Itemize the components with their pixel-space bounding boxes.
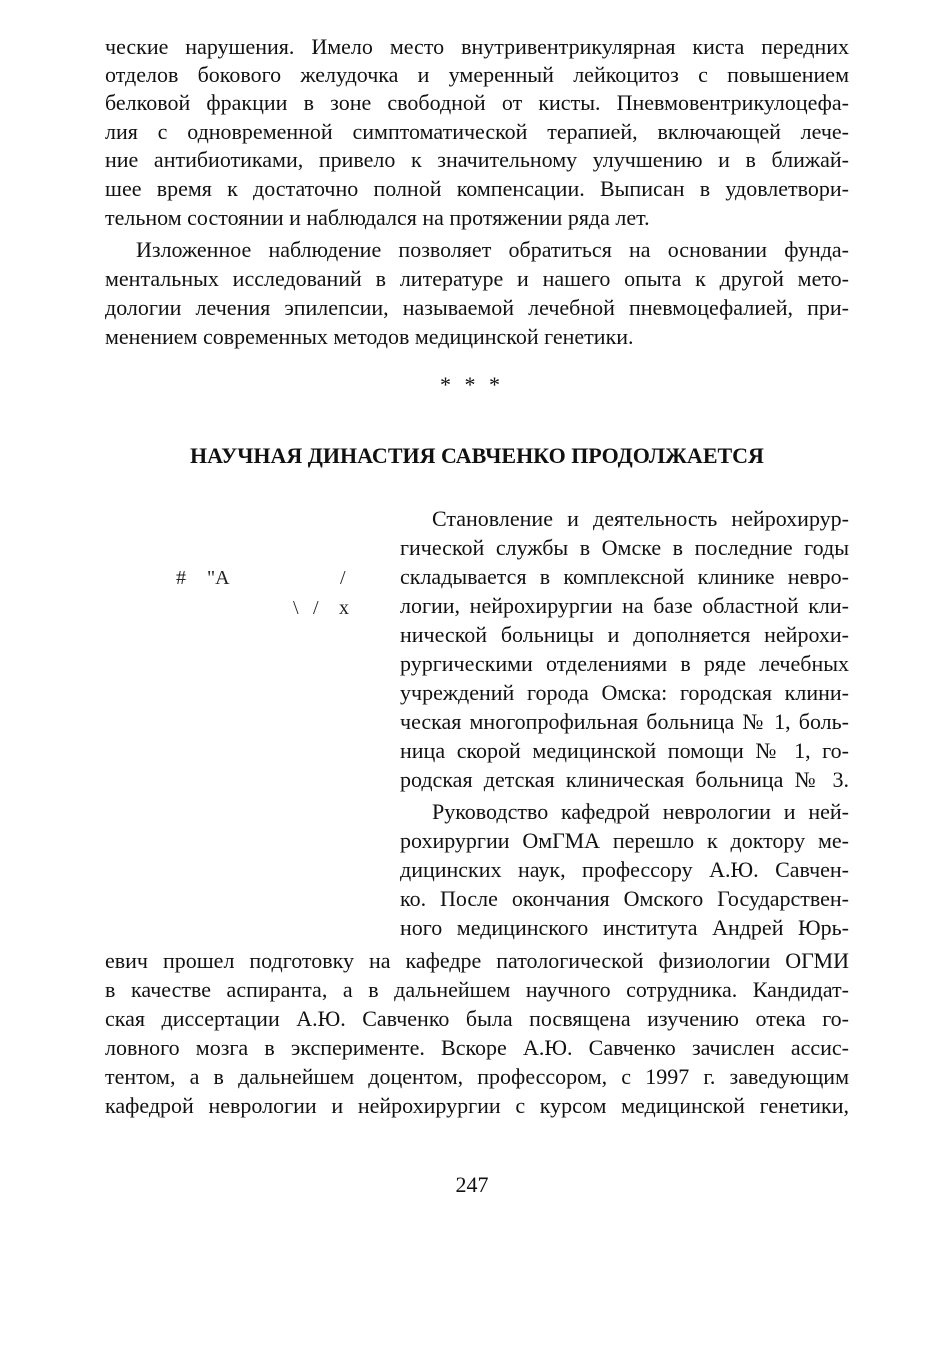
paragraph3-line-10: родская детская клиническая больница № 3. <box>400 767 849 792</box>
paragraph3-line-2: гической службы в Омске в последние годы <box>400 535 849 560</box>
section-heading: НАУЧНАЯ ДИНАСТИЯ САВЧЕНКО ПРОДОЛЖАЕТСЯ <box>190 443 764 468</box>
paragraph2-line-3: дологии лечения эпилепсии, называемой лечебной пневмоцефалией, при- <box>105 295 849 320</box>
paragraph4-line-6: евич прошел подготовку на кафедре патологической физиологии ОГМИ <box>105 948 849 973</box>
paragraph3-line-6: рургическими отделениями в ряде лечебных <box>400 651 849 676</box>
paragraph2-line-2: ментальных исследований в литературе и нашего опыта к другой мето- <box>105 266 849 291</box>
paragraph1-line-6: шее время к достаточно полной компенсации. Выписан в удовлетвори- <box>105 176 849 201</box>
paragraph2-line-1: Изложенное наблюдение позволяет обратиться на основании фунда- <box>136 237 849 262</box>
paragraph4-line-5: ного медицинского института Андрей Юрь- <box>400 915 849 940</box>
paragraph1-line-4: лия с одновременной симптоматической терапией, включающей лече- <box>105 119 849 144</box>
paragraph4-line-2: рохирургии ОмГМА перешло к доктору ме- <box>400 828 849 853</box>
paragraph4-line-1: Руководство кафедрой неврологии и ней- <box>432 799 849 824</box>
section-separator: * * * <box>440 372 504 397</box>
photo-artifact-hash: # <box>176 567 186 589</box>
paragraph4-line-10: тентом, а в дальнейшем доцентом, профессором, с 1997 г. заведующим <box>105 1064 849 1089</box>
paragraph4-line-4: ко. После окончания Омского Государствен- <box>400 886 849 911</box>
photo-artifact-slash: / <box>340 567 346 589</box>
paragraph4-line-7: в качестве аспиранта, а в дальнейшем научного сотрудника. Кандидат- <box>105 977 849 1002</box>
paragraph1-line-3: белковой фракции в зоне свободной от кисты. Пневмовентрикулоцефа- <box>105 90 849 115</box>
paragraph3-line-9: ница скорой медицинской помощи № 1, го- <box>400 738 849 763</box>
paragraph4-line-9: ловного мозга в эксперименте. Вскоре А.Ю. Савченко зачислен ассис- <box>105 1035 849 1060</box>
photo-artifact-slash-2: / <box>313 597 319 619</box>
paragraph2-line-4: менением современных методов медицинской генетики. <box>105 324 634 349</box>
photo-artifact-a: "А <box>207 567 230 589</box>
paragraph3-line-5: нической больницы и дополняется нейрохи- <box>400 622 849 647</box>
paragraph1-line-1: ческие нарушения. Имело место внутривентрикулярная киста передних <box>105 34 849 59</box>
paragraph1-line-5: ние антибиотиками, привело к значительному улучшению и в ближай- <box>105 147 849 172</box>
paragraph3-line-1: Становление и деятельность нейрохирур- <box>432 506 849 531</box>
paragraph3-line-3: складывается в комплексной клинике невро- <box>400 564 849 589</box>
page-number: 247 <box>455 1172 489 1197</box>
paragraph1-line-7: тельном состоянии и наблюдался на протяжении ряда лет. <box>105 205 650 230</box>
paragraph1-line-2: отделов бокового желудочка и умеренный лейкоцитоз с повышением <box>105 62 849 87</box>
paragraph3-line-7: учреждений города Омска: городская клини- <box>400 680 849 705</box>
photo-artifact-x: x <box>339 597 349 619</box>
photo-artifact-backslash: \ <box>293 597 299 619</box>
paragraph3-line-4: логии, нейрохирургии на базе областной кли- <box>400 593 849 618</box>
paragraph3-line-8: ческая многопрофильная больница № 1, боль- <box>400 709 849 734</box>
paragraph4-line-11: кафедрой неврологии и нейрохирургии с курсом медицинской генетики, <box>105 1093 849 1118</box>
paragraph4-line-3: дицинских наук, профессору А.Ю. Савчен- <box>400 857 849 882</box>
paragraph4-line-8: ская диссертации А.Ю. Савченко была посвящена изучению отека го- <box>105 1006 849 1031</box>
